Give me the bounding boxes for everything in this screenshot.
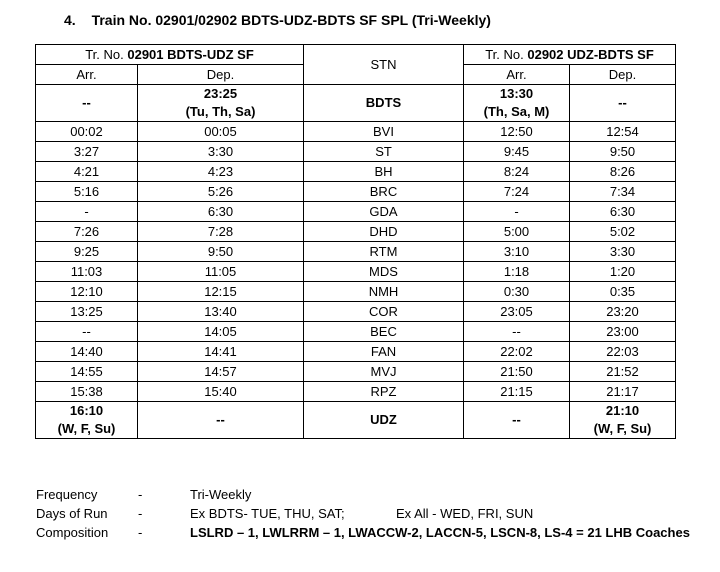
table-row <box>36 122 676 142</box>
cell-dep: 14:57 <box>138 362 304 382</box>
cell-station: FAN <box>304 342 464 362</box>
header-train-02902 <box>464 45 676 65</box>
cell-dep: 14:41 <box>138 342 304 362</box>
days: (W, F, Su) <box>57 421 116 436</box>
table-row <box>36 222 676 242</box>
table-row <box>36 162 676 182</box>
frequency-label: Frequency <box>36 487 98 502</box>
cell-station: BH <box>304 162 464 182</box>
cell-dep: 12:54 <box>570 122 676 142</box>
cell-arr: 0:30 <box>464 282 570 302</box>
cell-station: BVI <box>304 122 464 142</box>
cell-dep: 3:30 <box>138 142 304 162</box>
header-dep: Dep. <box>138 65 304 85</box>
cell-dep: 9:50 <box>570 142 676 162</box>
cell-arr: - <box>36 202 138 222</box>
cell-arr: 14:40 <box>36 342 138 362</box>
header-prefix: Tr. No. <box>85 46 128 62</box>
cell-dep: 11:05 <box>138 262 304 282</box>
cell-station: COR <box>304 302 464 322</box>
cell-arr: 5:16 <box>36 182 138 202</box>
days-value-return: Ex All - WED, FRI, SUN <box>396 506 534 521</box>
cell-arr: -- <box>36 322 138 342</box>
cell-arr: 23:05 <box>464 302 570 322</box>
cell-dep: 3:30 <box>570 242 676 262</box>
table-row-destination <box>36 402 676 439</box>
header-train-02901 <box>36 45 304 65</box>
timetable-title <box>64 12 491 28</box>
cell-dep: 7:28 <box>138 222 304 242</box>
days: (W, F, Su) <box>593 421 652 436</box>
cell-dep: 21:52 <box>570 362 676 382</box>
cell-arr <box>36 402 138 439</box>
cell-arr: 5:00 <box>464 222 570 242</box>
header-arr: Arr. <box>36 65 138 85</box>
time: 21:10 <box>605 403 640 418</box>
composition-value: LSLRD – 1, LWLRRM – 1, LWACCW-2, LACCN-5, LSCN-8, LS-4 = 21 LHB Coaches <box>190 525 690 540</box>
cell-arr: 21:15 <box>464 382 570 402</box>
cell-dep: 15:40 <box>138 382 304 402</box>
cell-station: BDTS <box>304 85 464 122</box>
frequency-value: Tri-Weekly <box>190 487 252 502</box>
title-number: 4. <box>64 12 76 28</box>
cell-station: DHD <box>304 222 464 242</box>
cell-station: MDS <box>304 262 464 282</box>
days-value: Ex BDTS- TUE, THU, SAT; <box>190 506 345 521</box>
cell-dep: -- <box>138 402 304 439</box>
table-row <box>36 302 676 322</box>
cell-dep: 5:02 <box>570 222 676 242</box>
table-row <box>36 282 676 302</box>
cell-dep: -- <box>570 85 676 122</box>
cell-arr: -- <box>36 85 138 122</box>
cell-arr: -- <box>464 402 570 439</box>
cell-dep: 9:50 <box>138 242 304 262</box>
time: 16:10 <box>69 403 104 418</box>
cell-dep: 6:30 <box>138 202 304 222</box>
cell-arr: 00:02 <box>36 122 138 142</box>
header-dep: Dep. <box>570 65 676 85</box>
cell-dep: 22:03 <box>570 342 676 362</box>
cell-dep: 7:34 <box>570 182 676 202</box>
cell-arr: 1:18 <box>464 262 570 282</box>
cell-arr: 9:45 <box>464 142 570 162</box>
separator-dash: - <box>138 525 143 540</box>
title-text: Train No. 02901/02902 BDTS-UDZ-BDTS SF SPL (Tri-Weekly) <box>91 12 491 28</box>
cell-dep <box>570 402 676 439</box>
cell-station: RTM <box>304 242 464 262</box>
time: 23:25 <box>203 86 238 101</box>
cell-arr: 8:24 <box>464 162 570 182</box>
days-label: Days of Run <box>36 506 108 521</box>
cell-dep: 8:26 <box>570 162 676 182</box>
header-stn: STN <box>304 45 464 85</box>
separator-dash: - <box>138 487 143 502</box>
table-row <box>36 182 676 202</box>
cell-dep: 5:26 <box>138 182 304 202</box>
cell-station: BEC <box>304 322 464 342</box>
table-row <box>36 142 676 162</box>
days: (Tu, Th, Sa) <box>185 104 256 119</box>
cell-dep <box>138 85 304 122</box>
header-prefix: Tr. No. <box>485 46 528 62</box>
days: (Th, Sa, M) <box>483 104 550 119</box>
cell-dep: 23:00 <box>570 322 676 342</box>
table-row-origin <box>36 85 676 122</box>
table-row <box>36 342 676 362</box>
header-train-name: 02901 BDTS-UDZ SF <box>127 46 254 62</box>
table-row <box>36 242 676 262</box>
cell-arr: 4:21 <box>36 162 138 182</box>
cell-arr: 7:24 <box>464 182 570 202</box>
table-row <box>36 202 676 222</box>
header-arr: Arr. <box>464 65 570 85</box>
cell-station: MVJ <box>304 362 464 382</box>
cell-arr: 15:38 <box>36 382 138 402</box>
cell-arr: -- <box>464 322 570 342</box>
cell-dep: 1:20 <box>570 262 676 282</box>
cell-arr: 21:50 <box>464 362 570 382</box>
cell-station: UDZ <box>304 402 464 439</box>
cell-arr: 14:55 <box>36 362 138 382</box>
table-row <box>36 382 676 402</box>
table-row <box>36 362 676 382</box>
cell-arr: 7:26 <box>36 222 138 242</box>
header-train-name: 02902 UDZ-BDTS SF <box>527 46 654 62</box>
cell-arr: 3:10 <box>464 242 570 262</box>
cell-dep: 00:05 <box>138 122 304 142</box>
cell-station: RPZ <box>304 382 464 402</box>
cell-arr: - <box>464 202 570 222</box>
cell-dep: 0:35 <box>570 282 676 302</box>
cell-dep: 23:20 <box>570 302 676 322</box>
cell-arr: 12:50 <box>464 122 570 142</box>
table-row <box>36 322 676 342</box>
cell-dep: 21:17 <box>570 382 676 402</box>
cell-station: NMH <box>304 282 464 302</box>
cell-dep: 4:23 <box>138 162 304 182</box>
cell-arr: 13:25 <box>36 302 138 322</box>
composition-label: Composition <box>36 525 109 540</box>
cell-dep: 12:15 <box>138 282 304 302</box>
cell-arr <box>464 85 570 122</box>
time: 13:30 <box>499 86 534 101</box>
cell-arr: 9:25 <box>36 242 138 262</box>
cell-dep: 6:30 <box>570 202 676 222</box>
cell-arr: 3:27 <box>36 142 138 162</box>
cell-dep: 13:40 <box>138 302 304 322</box>
cell-station: GDA <box>304 202 464 222</box>
cell-arr: 22:02 <box>464 342 570 362</box>
table-row <box>36 262 676 282</box>
cell-station: BRC <box>304 182 464 202</box>
timetable <box>35 44 676 439</box>
cell-arr: 12:10 <box>36 282 138 302</box>
cell-station: ST <box>304 142 464 162</box>
cell-arr: 11:03 <box>36 262 138 282</box>
separator-dash: - <box>138 506 143 521</box>
cell-dep: 14:05 <box>138 322 304 342</box>
